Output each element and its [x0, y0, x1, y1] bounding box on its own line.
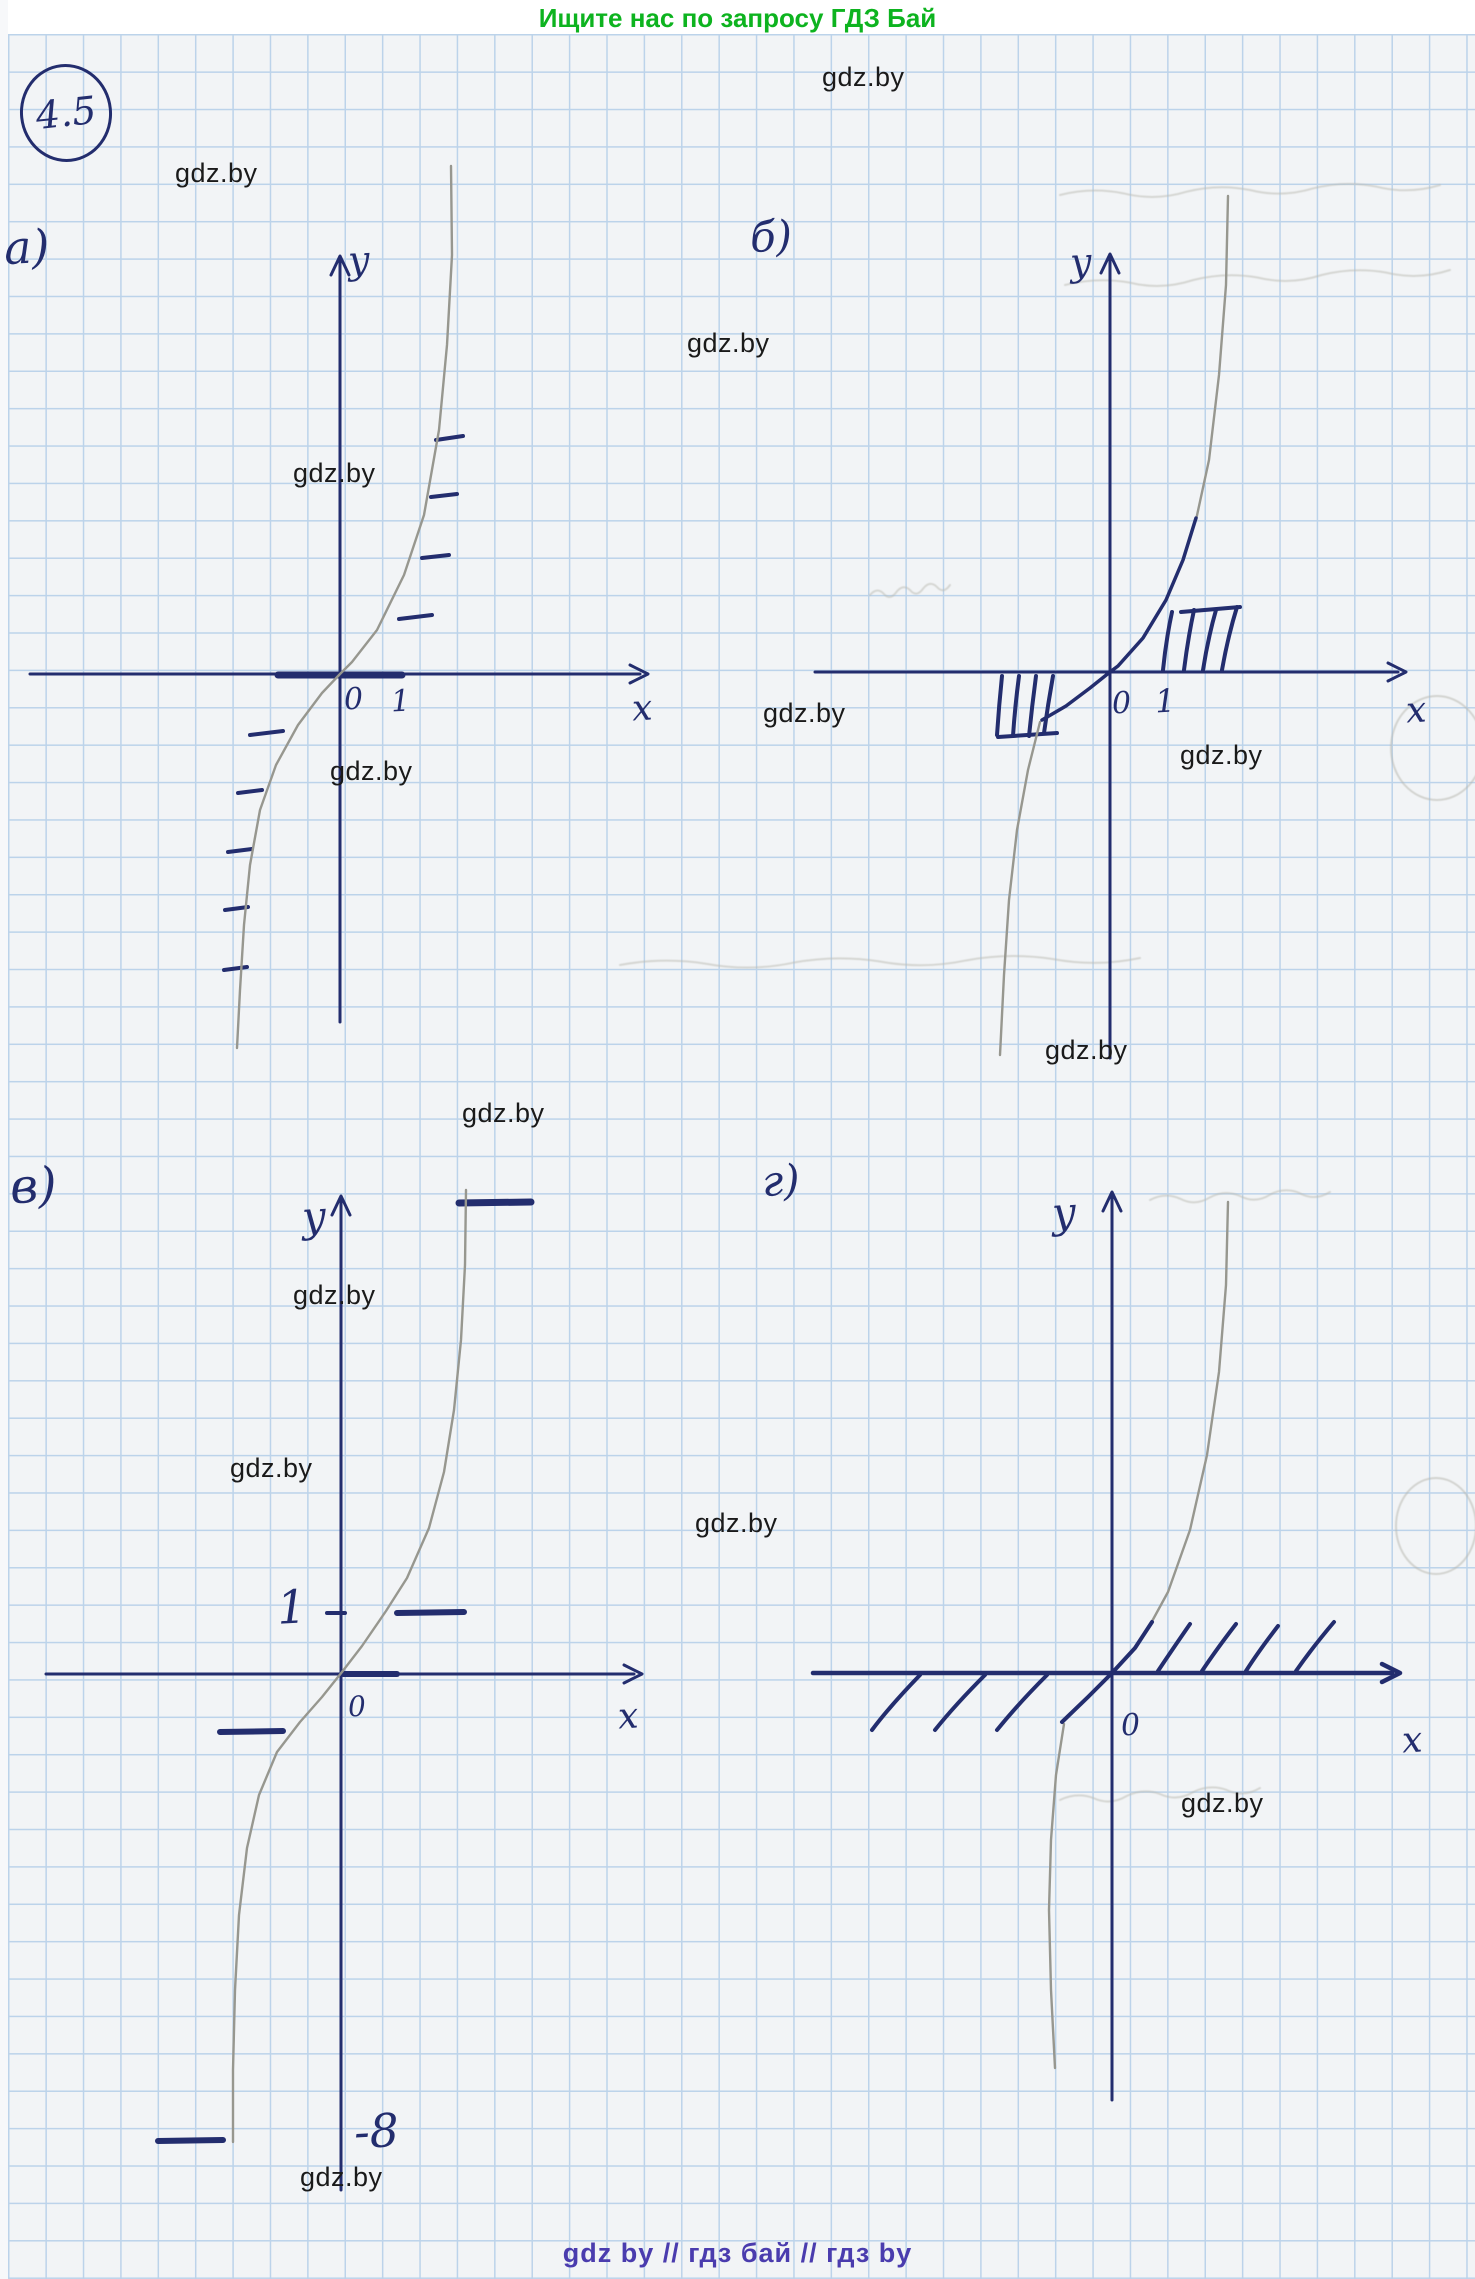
pencil-curve [1000, 722, 1040, 1055]
ink-tick-mark [431, 494, 457, 497]
graph-v-y-axis-label: y [300, 1191, 328, 1242]
pencil-curve [1150, 1202, 1228, 1625]
ink-tick-mark [158, 2140, 223, 2141]
hatch-stroke [935, 1675, 985, 1730]
watermark: gdz.by [175, 158, 258, 188]
footer-links-text: gdz by // гдз бай // гдз by [562, 2238, 913, 2268]
ink-tick-mark [250, 731, 283, 735]
graph-v-tick-label: 1 [275, 1579, 308, 1635]
graph-g-label: г) [760, 1155, 801, 1206]
hatch-stroke [1296, 1622, 1334, 1671]
header-promo-text: Ищите нас по запросу ГДЗ Бай [538, 3, 937, 33]
ink-tick-mark [224, 967, 247, 970]
graph-b-y-axis-label: y [1068, 239, 1093, 285]
watermark: gdz.by [230, 1453, 313, 1483]
ink-tick-mark [238, 790, 262, 793]
graph-a-tick-label: 1 [390, 683, 411, 720]
hatch-stroke [1203, 610, 1216, 670]
watermark: gdz.by [462, 1098, 545, 1128]
graph-b-tick-label: 0 [1111, 685, 1132, 722]
pencil-curve [1196, 196, 1228, 520]
hatch-stroke [1044, 676, 1053, 733]
watermark: gdz.by [293, 458, 376, 488]
hatch-stroke [1222, 607, 1237, 670]
graph-a-label: а) [2, 218, 51, 276]
graph-b [815, 196, 1406, 1058]
graph-a-tick-label: 0 [343, 681, 364, 718]
graph-a [30, 166, 648, 1048]
hatch-stroke [1029, 676, 1036, 736]
ink-tick-mark [436, 436, 463, 440]
graph-v [46, 1190, 642, 2190]
watermark: gdz.by [763, 698, 846, 728]
watermark: gdz.by [1180, 740, 1263, 770]
ink-tick-mark [422, 555, 449, 558]
hatch-stroke [1202, 1624, 1236, 1671]
hatch-stroke [997, 676, 1002, 735]
pencil-curve [233, 1190, 466, 2142]
ink-tick-mark [220, 1731, 283, 1732]
graph-a-x-axis-label: x [630, 687, 654, 730]
pencil-curve [1049, 1724, 1064, 2068]
graph-g-tick-label: 0 [1120, 1707, 1141, 1744]
graph-v-tick-label: -8 [352, 2102, 401, 2160]
graph-v-label: в) [8, 1156, 59, 1216]
ink-tick-mark [399, 615, 432, 619]
watermark: gdz.by [330, 756, 413, 786]
hatch-stroke [1158, 1624, 1190, 1671]
watermark: gdz.by [293, 1280, 376, 1310]
hatch-stroke [997, 1675, 1047, 1730]
watermark: gdz.by [695, 1508, 778, 1538]
hatch-stroke [872, 1675, 920, 1730]
graph-g-x-axis-label: x [1400, 1719, 1424, 1762]
hatch-stroke [1163, 612, 1172, 670]
ink-tick-mark [397, 1612, 464, 1613]
graph-b-tick-label: 1 [1154, 681, 1177, 721]
ink-tick-mark [228, 849, 252, 852]
graph-b-x-axis-label: x [1404, 689, 1428, 732]
pencil-curve [237, 166, 452, 1048]
watermark: gdz.by [687, 328, 770, 358]
watermark: gdz.by [300, 2162, 383, 2192]
watermark: gdz.by [1181, 1788, 1264, 1818]
hatch-stroke [1013, 676, 1019, 736]
watermark: gdz.by [822, 62, 905, 92]
graph-b-label: б) [748, 210, 794, 263]
graph-g-y-axis-label: y [1050, 1187, 1078, 1238]
graph-v-x-axis-label: x [616, 1695, 640, 1738]
ink-tick-mark [459, 1202, 531, 1203]
pencil-ghost-marks [620, 184, 1475, 1802]
hatch-stroke [1246, 1626, 1278, 1671]
ink-tick-mark [1181, 607, 1240, 612]
hatch-stroke [1184, 610, 1194, 670]
graph-a-y-axis-label: y [346, 237, 371, 283]
graph-v-tick-label: 0 [347, 1689, 367, 1724]
watermark: gdz.by [1045, 1035, 1128, 1065]
problem-number: 4.5 [33, 87, 99, 139]
graph-g [813, 1192, 1400, 2100]
